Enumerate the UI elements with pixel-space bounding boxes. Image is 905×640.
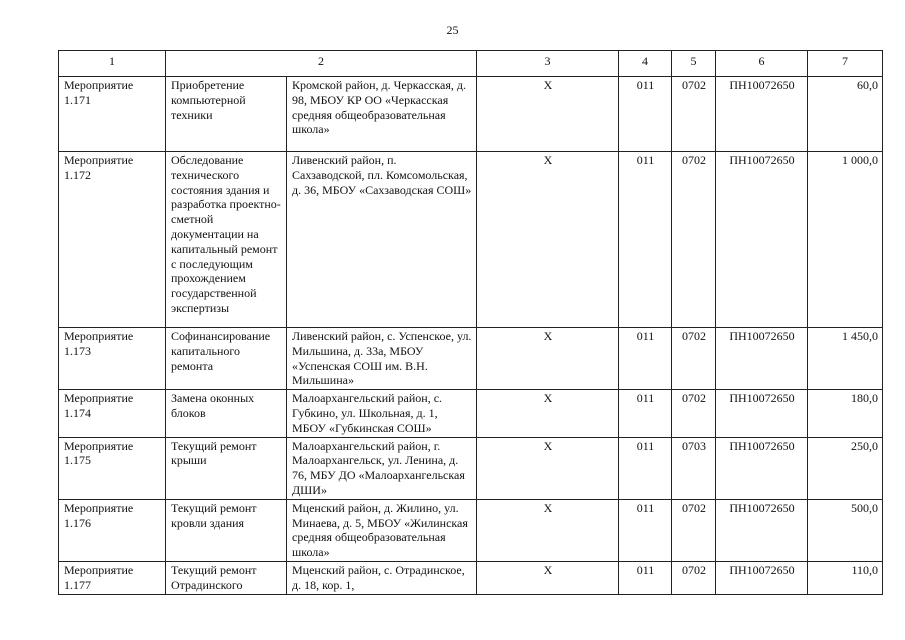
event-name-cell: Текущий ремонт кровли здания	[166, 499, 287, 561]
event-number-cell: Мероприятие 1.176	[59, 499, 166, 561]
col-3-cell: Х	[477, 499, 619, 561]
col-6-cell: ПН10072650	[716, 152, 808, 328]
col-6-cell: ПН10072650	[716, 390, 808, 437]
col-5-cell: 0703	[672, 437, 716, 499]
col-5-cell: 0702	[672, 561, 716, 594]
col-4-cell: 011	[619, 499, 672, 561]
col-3-cell: Х	[477, 390, 619, 437]
col-5-cell: 0702	[672, 499, 716, 561]
amount-cell: 110,0	[808, 561, 883, 594]
col-3-cell: Х	[477, 437, 619, 499]
event-number-cell: Мероприятие 1.173	[59, 328, 166, 390]
col-4-cell: 011	[619, 152, 672, 328]
budget-table	[58, 50, 883, 595]
col-6-cell: ПН10072650	[716, 437, 808, 499]
event-name-cell: Приобретение компьютерной техники	[166, 77, 287, 152]
col-5-cell: 0702	[672, 152, 716, 328]
header-col-2: 2	[166, 51, 477, 77]
col-4-cell: 011	[619, 77, 672, 152]
col-3-cell: Х	[477, 77, 619, 152]
col-6-cell: ПН10072650	[716, 499, 808, 561]
amount-cell: 1 000,0	[808, 152, 883, 328]
table-row	[59, 437, 883, 499]
col-5-cell: 0702	[672, 77, 716, 152]
col-4-cell: 011	[619, 328, 672, 390]
col-6-cell: ПН10072650	[716, 561, 808, 594]
header-col-3: 3	[477, 51, 619, 77]
table-row	[59, 390, 883, 437]
col-6-cell: ПН10072650	[716, 328, 808, 390]
col-5-cell: 0702	[672, 390, 716, 437]
event-address-cell: Мценский район, д. Жилино, ул. Минаева, д. 5, МБОУ «Жилинская средняя общеобразовательная школа»	[287, 499, 477, 561]
header-col-5: 5	[672, 51, 716, 77]
event-number-cell: Мероприятие 1.175	[59, 437, 166, 499]
event-number-cell: Мероприятие 1.174	[59, 390, 166, 437]
col-4-cell: 011	[619, 561, 672, 594]
amount-cell: 180,0	[808, 390, 883, 437]
event-name-cell: Текущий ремонт Отрадинского	[166, 561, 287, 594]
event-name-cell: Текущий ремонт крыши	[166, 437, 287, 499]
event-address-cell: Малоархангельский район, с. Губкино, ул. Школьная, д. 1, МБОУ «Губкинская СОШ»	[287, 390, 477, 437]
col-6-cell: ПН10072650	[716, 77, 808, 152]
col-5-cell: 0702	[672, 328, 716, 390]
page-number: 25	[446, 23, 459, 37]
table-row	[59, 152, 883, 328]
event-address-cell: Мценский район, с. Отрадинское, д. 18, кор. 1,	[287, 561, 477, 594]
amount-cell: 250,0	[808, 437, 883, 499]
table-header-row	[59, 51, 883, 77]
amount-cell: 60,0	[808, 77, 883, 152]
event-address-cell: Ливенский район, с. Успенское, ул. Мильшина, д. 33а, МБОУ «Успенская СОШ им. В.Н. Мильшина»	[287, 328, 477, 390]
col-3-cell: Х	[477, 152, 619, 328]
event-number-cell: Мероприятие 1.171	[59, 77, 166, 152]
table-row	[59, 561, 883, 594]
col-3-cell: Х	[477, 328, 619, 390]
header-col-7: 7	[808, 51, 883, 77]
event-name-cell: Замена оконных блоков	[166, 390, 287, 437]
header-col-4: 4	[619, 51, 672, 77]
event-address-cell: Кромской район, д. Черкасская, д. 98, МБОУ КР ОО «Черкасская средняя общеобразовательная школа»	[287, 77, 477, 152]
header-col-1: 1	[59, 51, 166, 77]
event-name-cell: Софинансирование капитального ремонта	[166, 328, 287, 390]
event-number-cell: Мероприятие 1.172	[59, 152, 166, 328]
amount-cell: 1 450,0	[808, 328, 883, 390]
event-address-cell: Малоархангельский район, г. Малоархангельск, ул. Ленина, д. 76, МБУ ДО «Малоархангельская ДШИ»	[287, 437, 477, 499]
table-row	[59, 77, 883, 152]
col-4-cell: 011	[619, 390, 672, 437]
col-3-cell: Х	[477, 561, 619, 594]
col-4-cell: 011	[619, 437, 672, 499]
table-row	[59, 499, 883, 561]
event-number-cell: Мероприятие 1.177	[59, 561, 166, 594]
header-col-6: 6	[716, 51, 808, 77]
table-row	[59, 328, 883, 390]
amount-cell: 500,0	[808, 499, 883, 561]
event-name-cell: Обследование технического состояния здания и разработка проектно-сметной документации на капитальный ремонт с последующим прохождением государственной экспертизы	[166, 152, 287, 328]
event-address-cell: Ливенский район, п. Сахзаводской, пл. Комсомольская, д. 36, МБОУ «Сахзаводская СОШ»	[287, 152, 477, 328]
